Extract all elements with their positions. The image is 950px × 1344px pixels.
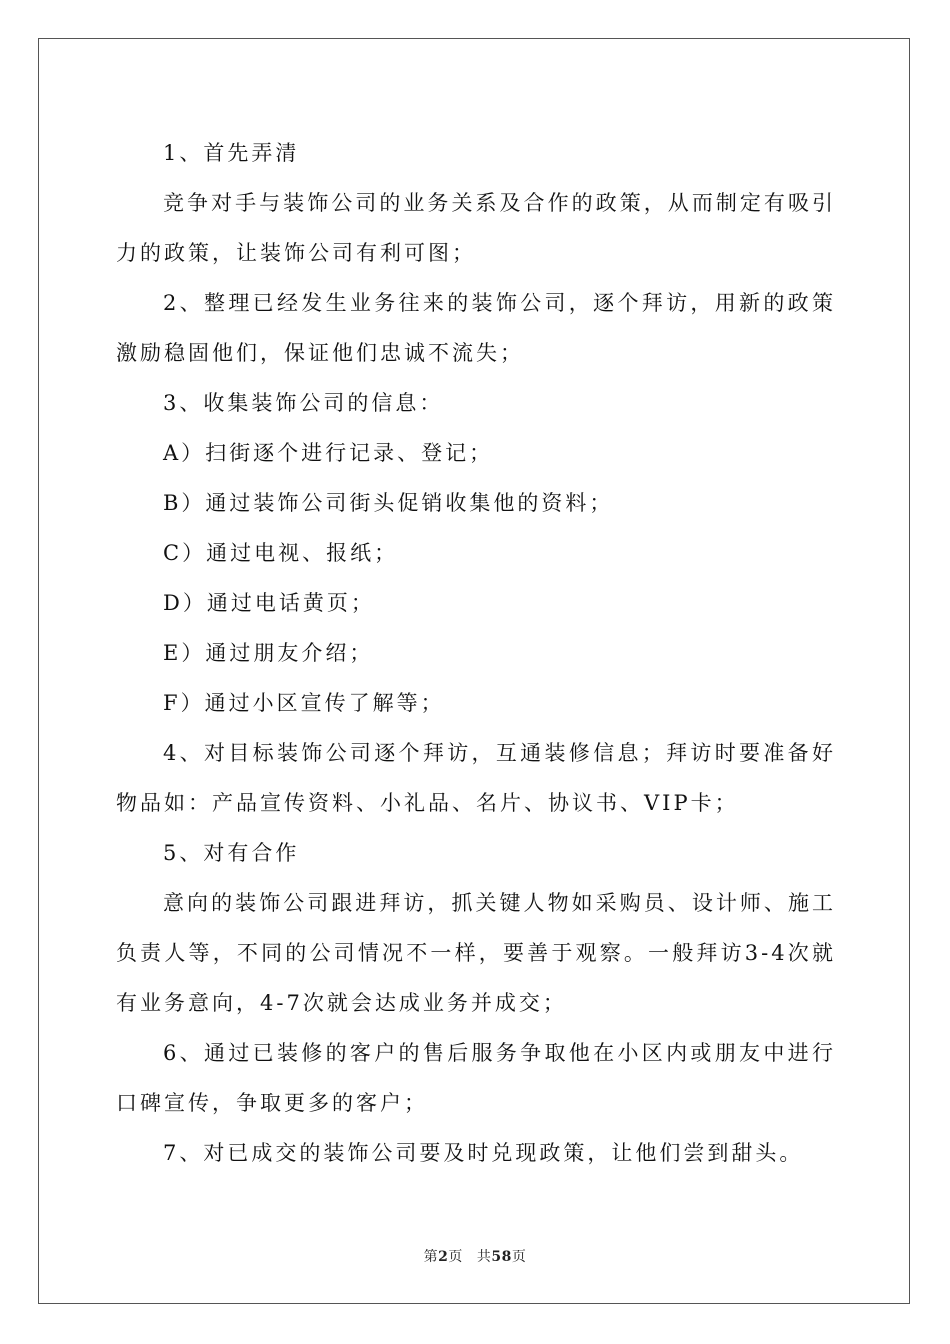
paragraph-1: 1、首先弄清 [163,141,300,165]
paragraph-15: 7、对已成交的装饰公司要及时兑现政策，让他们尝到甜头。 [163,1141,804,1165]
paragraph-2: 竞争对手与装饰公司的业务关系及合作的政策，从而制定有吸引力的政策，让装饰公司有利可图； [116,191,836,265]
paragraph-14: 6、通过已装修的客户的售后服务争取他在小区内或朋友中进行口碑宣传，争取更多的客户； [116,1041,836,1115]
total-suffix: 页 [511,1249,527,1265]
paragraph-4: 3、收集装饰公司的信息： [163,391,444,415]
paragraph-6: B）通过装饰公司街头促销收集他的资料； [163,491,614,515]
page-footer [0,1246,950,1266]
page-suffix: 页 [448,1249,463,1265]
paragraph-9: E）通过朋友介绍； [163,641,374,665]
paragraph-8: D）通过电话黄页； [163,591,375,615]
paragraph-3: 2、整理已经发生业务往来的装饰公司，逐个拜访，用新的政策激励稳固他们，保证他们忠诚不流失； [116,291,836,365]
total-pages: 58 [491,1249,512,1265]
paragraph-12: 5、对有合作 [163,841,300,865]
page-prefix: 第 [423,1249,439,1265]
document-body [116,128,836,1178]
paragraph-13: 意向的装饰公司跟进拜访，抓关键人物如采购员、设计师、施工负责人等，不同的公司情况不一样，要善于观察。一般拜访3-4次就有业务意向，4-7次就会达成业务并成交； [116,891,836,1015]
paragraph-10: F）通过小区宣传了解等； [163,691,445,715]
total-prefix: 共 [476,1249,492,1265]
paragraph-5: A）扫街逐个进行记录、登记； [163,441,494,465]
paragraph-11: 4、对目标装饰公司逐个拜访，互通装修信息；拜访时要准备好物品如：产品宣传资料、小礼品、名片、协议书、VIP卡； [116,741,836,815]
page-number: 2 [438,1249,449,1265]
paragraph-7: C）通过电视、报纸； [163,541,399,565]
